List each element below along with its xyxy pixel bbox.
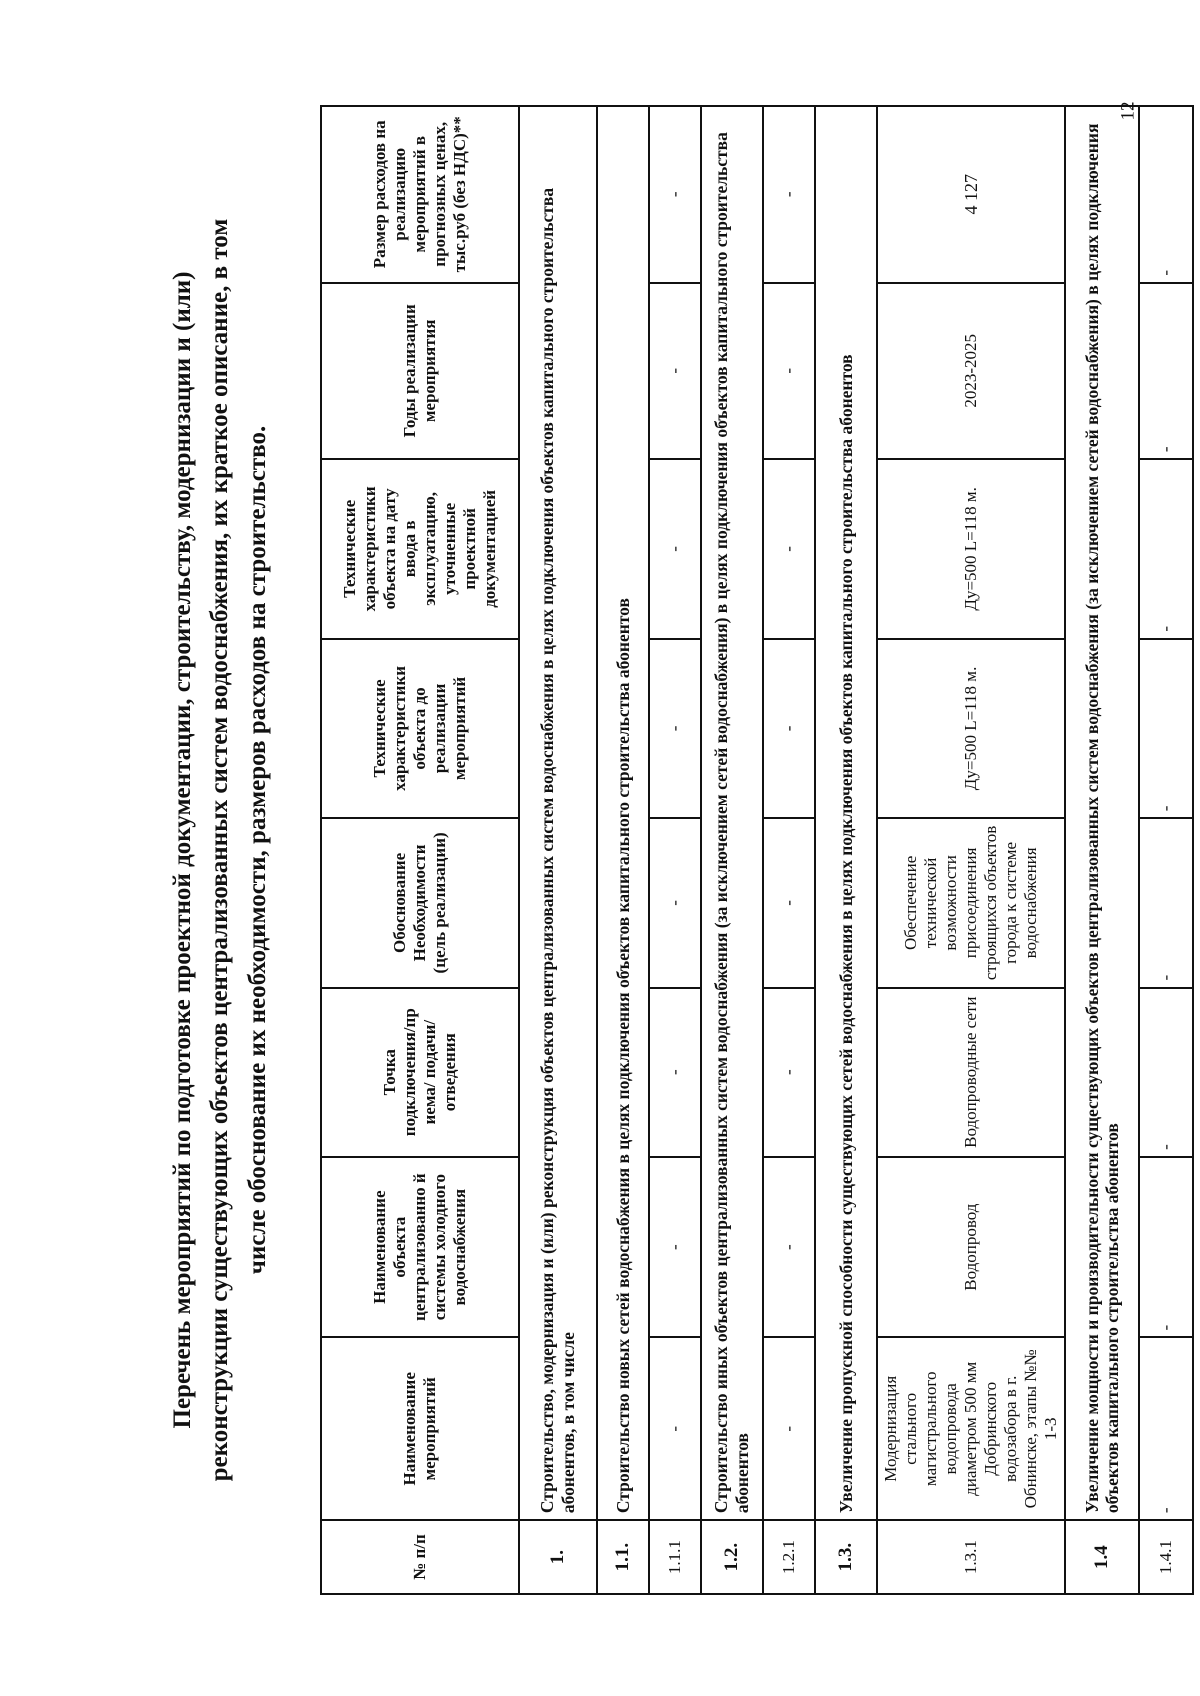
header-years: Годы реализации мероприятия <box>321 283 519 460</box>
row-num: 1.2.1 <box>763 1520 815 1594</box>
cell-reason: - <box>1139 818 1193 987</box>
cell-measure: - <box>1139 1337 1193 1520</box>
title-line-2: реконструкции существующих объектов централизованных систем водоснабжения, их краткое описание, в том <box>206 218 234 1482</box>
cell-object: - <box>763 1157 815 1338</box>
row-num: 1.1.1 <box>649 1520 701 1594</box>
document-title <box>120 100 320 1600</box>
header-row <box>321 106 519 1594</box>
section-num: 1. <box>519 1520 597 1594</box>
measures-table <box>320 105 1194 1595</box>
cell-tech-after: Ду=500 L=118 м. <box>877 459 1065 639</box>
cell-cost: - <box>649 106 701 283</box>
cell-tech-before: Ду=500 L=118 м. <box>877 639 1065 819</box>
cell-tech-before: - <box>1139 639 1193 819</box>
header-tech-before: Технические характеристики объекта до реализации мероприятий <box>321 639 519 819</box>
section-row <box>1065 106 1139 1594</box>
table-row <box>763 106 815 1594</box>
section-num: 1.1. <box>597 1520 649 1594</box>
cell-tech-before: - <box>763 639 815 819</box>
cell-object: Водопровод <box>877 1157 1065 1338</box>
header-object: Наименование объекта централизованно й системы холодного водоснабжения <box>321 1157 519 1338</box>
section-title: Строительство, модернизация и (или) реконструкция объектов централизованных систем водоснабжения в целях подключения объектов капитального строительства абонентов, в том числе <box>519 106 597 1520</box>
header-point: Точка подключения/пр иема/ подачи/ отведения <box>321 988 519 1157</box>
section-row <box>597 106 649 1594</box>
section-num: 1.4 <box>1065 1520 1139 1594</box>
table-row <box>877 106 1065 1594</box>
cell-tech-after: - <box>649 459 701 639</box>
cell-measure: - <box>763 1337 815 1520</box>
cell-point: - <box>763 988 815 1157</box>
cell-cost: - <box>763 106 815 283</box>
cell-point: - <box>649 988 701 1157</box>
section-title: Увеличение пропускной способности существующих сетей водоснабжения в целях подключения объектов капитального строительства абонентов <box>815 106 877 1520</box>
cell-point: Водопроводные сети <box>877 988 1065 1157</box>
section-title: Строительство новых сетей водоснабжения в целях подключения объектов капитального строительства абонентов <box>597 106 649 1520</box>
section-num: 1.3. <box>815 1520 877 1594</box>
cell-reason: - <box>763 818 815 987</box>
section-row <box>519 106 597 1594</box>
cell-years: 2023-2025 <box>877 283 1065 460</box>
cell-tech-after: - <box>763 459 815 639</box>
title-line-1: Перечень мероприятий по подготовке проектной документации, строительству, модернизации и (или) <box>168 271 196 1429</box>
cell-tech-before: - <box>649 639 701 819</box>
cell-tech-after: - <box>1139 459 1193 639</box>
cell-object: - <box>649 1157 701 1338</box>
row-num: 1.3.1 <box>877 1520 1065 1594</box>
section-row <box>701 106 763 1594</box>
cell-object: - <box>1139 1157 1193 1338</box>
cell-point: - <box>1139 988 1193 1157</box>
cell-reason: - <box>649 818 701 987</box>
section-title: Увеличение мощности и производительности существующих объектов централизованных систем водоснабжения (за исключением сетей водоснабжения) в целях подключения объектов капитального строительства абонентов <box>1065 106 1139 1520</box>
table-row <box>649 106 701 1594</box>
cell-years: - <box>1139 283 1193 460</box>
cell-years: - <box>649 283 701 460</box>
cell-measure: - <box>649 1337 701 1520</box>
title-line-3: числе обоснование их необходимости, размеров расходов на строительство. <box>243 425 271 1275</box>
cell-reason: Обеспечение технической возможности присоединения строящихся объектов города к системе водоснабжения <box>877 818 1065 987</box>
header-tech-after: Технические характеристики объекта на дату ввода в эксплуатацию, уточненные проектной документацией <box>321 459 519 639</box>
section-row <box>815 106 877 1594</box>
section-num: 1.2. <box>701 1520 763 1594</box>
cell-cost: 4 127 <box>877 106 1065 283</box>
header-measure: Наименование мероприятий <box>321 1337 519 1520</box>
page-number: 12 <box>1117 101 1139 121</box>
table-row <box>1139 106 1193 1594</box>
header-cost: Размер расходов на реализацию мероприятий в прогнозных ценах, тыс.руб (без НДС)** <box>321 106 519 283</box>
document-sheet <box>120 100 1176 1600</box>
header-reason: Обоснование Необходимости (цель реализации) <box>321 818 519 987</box>
cell-years: - <box>763 283 815 460</box>
header-num: № п/п <box>321 1520 519 1594</box>
row-num: 1.4.1 <box>1139 1520 1193 1594</box>
section-title: Строительство иных объектов централизованных систем водоснабжения (за исключением сетей водоснабжения) в целях подключения объектов капитального строительства абонентов <box>701 106 763 1520</box>
cell-cost: - <box>1139 106 1193 283</box>
cell-measure: Модернизация стального магистрального водопровода диаметром 500 мм Добринского водозабора в г. Обнинске, этапы №№ 1-3 <box>877 1337 1065 1520</box>
